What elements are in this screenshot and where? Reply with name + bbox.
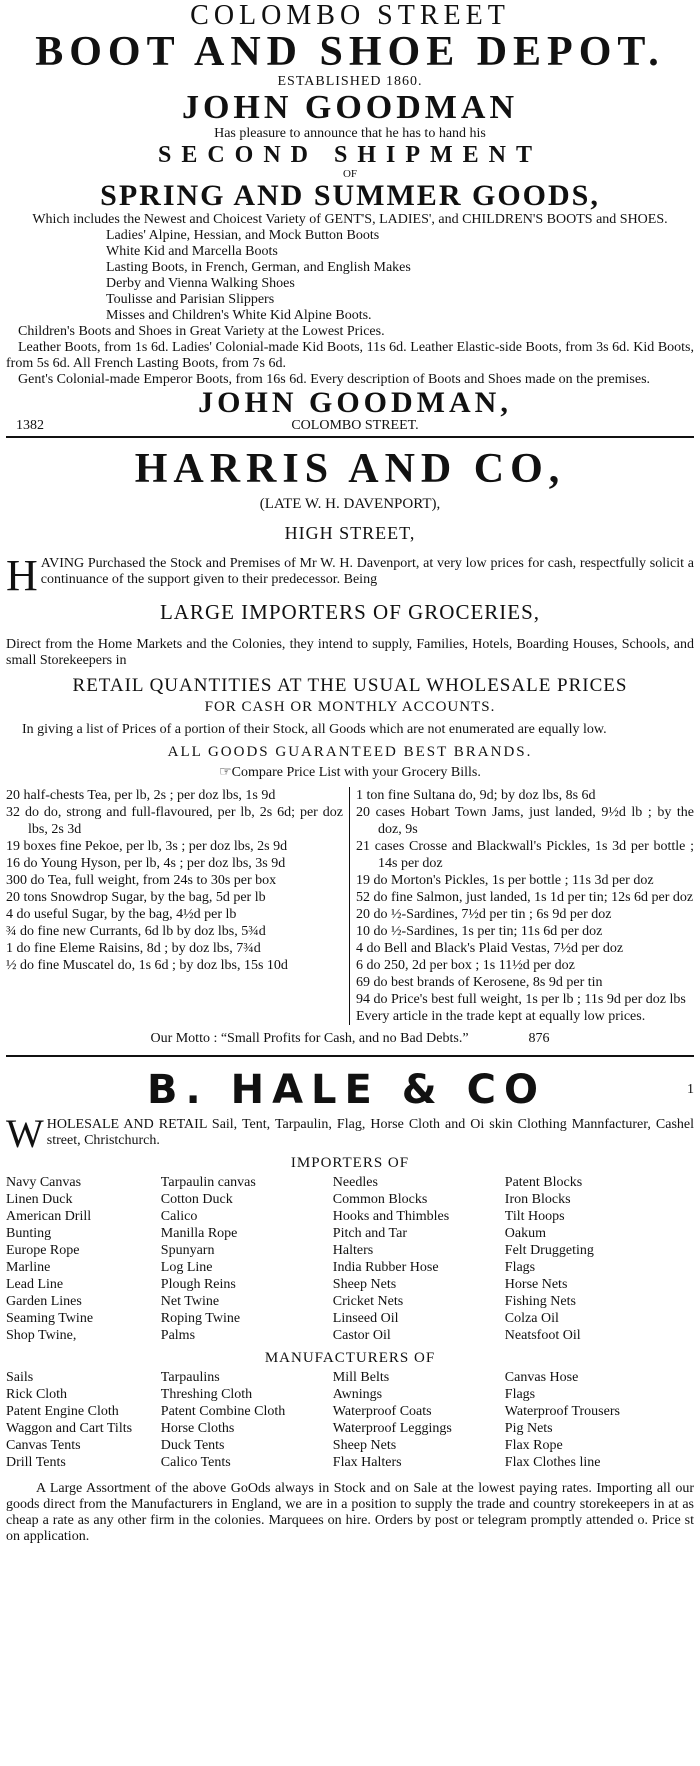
hale-list-item: Waterproof Coats [332, 1404, 432, 1419]
price-item: Every article in the trade kept at equally low prices. [356, 1009, 646, 1024]
harris-motto-line [6, 1031, 694, 1047]
hale-list-item: Canvas Hose [504, 1370, 579, 1385]
harris-compare: ☞Compare Price List with your Grocery Bills. [219, 765, 481, 780]
hale-list-item: Needles [332, 1175, 378, 1190]
hale-list-item: Calico Tents [160, 1455, 231, 1470]
goodman-goods-list [6, 228, 694, 324]
hale-list-item: Iron Blocks [504, 1192, 571, 1207]
price-item: 20 do ½-Sardines, 7½d per tin ; 6s 9d per doz [356, 907, 612, 922]
hale-list-item: Lead Line [6, 1277, 64, 1292]
goods-item: Misses and Children's White Kid Alpine Boots. [106, 308, 372, 323]
goodman-signature-street: COLOMBO STREET. [291, 418, 419, 433]
hale-list-item: Waterproof Leggings [332, 1421, 452, 1436]
hale-list-item: Cotton Duck [160, 1192, 233, 1207]
hale-list-item: Manilla Rope [160, 1226, 238, 1241]
goods-item: Toulisse and Parisian Slippers [106, 292, 275, 307]
hale-list-item: Patent Blocks [504, 1175, 583, 1190]
hale-list-item: Europe Rope [6, 1243, 80, 1258]
hale-list-item: Tarpaulins [160, 1370, 220, 1385]
harris-direct: Direct from the Home Markets and the Colonies, they intend to supply, Families, Hotels, Boarding Houses, Schools, and small Storekeepers in [6, 637, 694, 668]
price-item: 52 do fine Salmon, just landed, 1s 1d per tin; 12s 6d per doz [356, 890, 694, 905]
goodman-includes: Which includes the Newest and Choicest Variety of GENT'S, LADIES', and CHILDREN'S BOOTS and SHOES. [32, 212, 668, 227]
harris-street: HIGH STREET, [284, 523, 416, 543]
hale-intro [6, 1111, 694, 1156]
harris-guaranteed: ALL GOODS GUARANTEED BEST BRANDS. [167, 744, 533, 760]
hale-list-item: Flags [504, 1387, 536, 1402]
goods-item: Ladies' Alpine, Hessian, and Mock Button Boots [106, 228, 380, 243]
harris-intro-text: AVING Purchased the Stock and Premises of Mr W. H. Davenport, at very low prices for cash, respectfully solicit a continuance of the support given to their predecessor. Being [40, 556, 694, 587]
hale-list-item: Roping Twine [160, 1311, 241, 1326]
hale-list-item: Tilt Hoops [504, 1209, 565, 1224]
divider [6, 436, 694, 438]
hale-list-item: Tarpaulin canvas [160, 1175, 256, 1190]
price-item: 4 do Bell and Black's Plaid Vestas, 7½d per doz [356, 941, 624, 956]
harris-importers: LARGE IMPORTERS OF GROCERIES, [159, 600, 541, 624]
harris-cash: FOR CASH OR MONTHLY ACCOUNTS. [204, 699, 496, 715]
price-item: 32 do do, strong and full-flavoured, per lb, 2s 6d; per doz lbs, 2s 3d [6, 805, 343, 837]
hale-manufacturers-heading: MANUFACTURERS OF [264, 1350, 436, 1366]
hale-side-mark: 1 [687, 1082, 694, 1097]
price-item: ½ do fine Muscatel do, 1s 6d ; by doz lbs, 15s 10d [6, 958, 288, 973]
hale-list-item: Cricket Nets [332, 1294, 404, 1309]
hale-list-item: Horse Nets [504, 1277, 568, 1292]
hale-list-item: Fishing Nets [504, 1294, 576, 1309]
goodman-spring-heading: SPRING AND SUMMER GOODS, [100, 179, 600, 212]
hale-list-item: Linen Duck [6, 1192, 73, 1207]
hale-list-item: Duck Tents [160, 1438, 225, 1453]
price-item: ¾ do fine new Currants, 6d lb by doz lbs, 5¾d [6, 924, 266, 939]
hale-list-item: Sheep Nets [332, 1277, 397, 1292]
harris-ad-number: 876 [528, 1031, 550, 1046]
hale-list-item: Pig Nets [504, 1421, 553, 1436]
hale-list-item: Palms [160, 1328, 196, 1343]
hale-manufacturers-grid [6, 1369, 694, 1471]
harris-price-column-right [350, 787, 694, 1025]
harris-intro [6, 551, 694, 600]
hale-list-item: Shop Twine, [6, 1328, 77, 1343]
goodman-signature-block [136, 388, 574, 434]
hale-list-item: Log Line [160, 1260, 213, 1275]
harris-giving: In giving a list of Prices of a portion of their Stock, all Goods which are not enumerated are equally low. [22, 722, 607, 737]
price-item: 20 cases Hobart Town Jams, just landed, 9½d lb ; by the doz, 9s [356, 805, 694, 837]
goodman-shipment: SECOND SHIPMENT [157, 142, 543, 168]
goodman-name: JOHN GOODMAN [181, 89, 519, 126]
goodman-advertisement [6, 2, 694, 434]
hale-list-item: Horse Cloths [160, 1421, 235, 1436]
hale-list-item: Common Blocks [332, 1192, 428, 1207]
hale-list-item: Spunyarn [160, 1243, 215, 1258]
hale-importers-grid [6, 1174, 694, 1344]
harris-dropcap: H [6, 551, 38, 600]
hale-list-item: Sails [6, 1370, 34, 1385]
goodman-announce: Has pleasure to announce that he has to hand his [214, 126, 486, 141]
hale-list-item: Garden Lines [6, 1294, 82, 1309]
goods-item: Derby and Vienna Walking Shoes [106, 276, 295, 291]
goodman-children: Children's Boots and Shoes in Great Variety at the Lowest Prices. [18, 324, 385, 339]
hale-list-item: Waterproof Trousers [504, 1404, 620, 1419]
goods-item: White Kid and Marcella Boots [106, 244, 278, 259]
goodman-street-heading: COLOMBO STREET [190, 0, 510, 31]
newspaper-advertisements-page [0, 2, 700, 1766]
price-item: 1 ton fine Sultana do, 9d; by doz lbs, 8s 6d [356, 788, 596, 803]
hale-list-item: Marline [6, 1260, 51, 1275]
price-item: 300 do Tea, full weight, from 24s to 30s per box [6, 873, 277, 888]
hale-list-item: Waggon and Cart Tilts [6, 1421, 133, 1436]
hale-list-item: Patent Engine Cloth [6, 1404, 119, 1419]
hale-list-item: Threshing Cloth [160, 1387, 253, 1402]
hale-list-item: Seaming Twine [6, 1311, 94, 1326]
harris-retail: RETAIL QUANTITIES AT THE USUAL WHOLESALE PRICES [72, 675, 628, 696]
hale-list-item: Drill Tents [6, 1455, 66, 1470]
hale-list-item: Halters [332, 1243, 374, 1258]
price-item: 69 do best brands of Kerosene, 8s 9d per tin [356, 975, 603, 990]
goodman-prices-2: Gent's Colonial-made Emperor Boots, from 16s 6d. Every description of Boots and Shoes made on the premises. [18, 372, 651, 387]
hale-list-item: Flags [504, 1260, 536, 1275]
hale-name: B. HALE & CO [147, 1067, 546, 1113]
harris-price-list [6, 787, 694, 1025]
price-item: 20 tons Snowdrop Sugar, by the bag, 5d per lb [6, 890, 266, 905]
goodman-ad-number: 1382 [16, 418, 44, 433]
hale-closing: A Large Assortment of the above GoOds always in Stock and on Sale at the lowest paying rates. Importing all our goods direct from the Manufacturers in England, we are in a position to supply the trade and country storekeepers in at as cheap a rate as any other firm in the colonies. Marquees on hire. Orders by post or telegram promptly attended o. Price st on application. [6, 1481, 694, 1544]
hale-list-item: Awnings [332, 1387, 383, 1402]
hale-list-item: Canvas Tents [6, 1438, 81, 1453]
harris-name: HARRIS AND CO, [134, 446, 566, 492]
price-item: 19 do Morton's Pickles, 1s per bottle ; 11s 3d per doz [356, 873, 654, 888]
goods-item: Lasting Boots, in French, German, and English Makes [106, 260, 411, 275]
hale-list-item: Mill Belts [332, 1370, 390, 1385]
hale-list-item: American Drill [6, 1209, 92, 1224]
hale-list-item: Flax Rope [504, 1438, 563, 1453]
hale-list-item: Felt Druggeting [504, 1243, 594, 1258]
goodman-depot-heading: BOOT AND SHOE DEPOT. [35, 29, 665, 75]
harris-late: (LATE W. H. DAVENPORT), [259, 496, 441, 512]
hale-list-item: Calico [160, 1209, 198, 1224]
hale-list-item: Castor Oil [332, 1328, 391, 1343]
hale-list-item: Rick Cloth [6, 1387, 68, 1402]
hale-heading-row [6, 1067, 694, 1113]
divider [6, 1055, 694, 1057]
hale-intro-text: HOLESALE AND RETAIL Sail, Tent, Tarpaulin, Flag, Horse Cloth and Oi skin Clothing Mannfacturer, Cashel street, Christchurch. [46, 1117, 694, 1148]
price-item: 94 do Price's best full weight, 1s per lb ; 11s 9d per doz lbs [356, 992, 686, 1007]
hale-list-item: Neatsfoot Oil [504, 1328, 581, 1343]
goodman-established: ESTABLISHED 1860. [277, 74, 423, 89]
hale-advertisement [6, 1067, 694, 1545]
hale-list-item: Colza Oil [504, 1311, 559, 1326]
hale-list-item: Patent Combine Cloth [160, 1404, 286, 1419]
hale-list-item: Bunting [6, 1226, 52, 1241]
goodman-signature [6, 388, 694, 434]
hale-list-item: Pitch and Tar [332, 1226, 407, 1241]
price-item: 6 do 250, 2d per box ; 1s 11½d per doz [356, 958, 575, 973]
harris-advertisement [6, 446, 694, 1047]
price-item: 4 do useful Sugar, by the bag, 4½d per lb [6, 907, 237, 922]
hale-list-item: Navy Canvas [6, 1175, 82, 1190]
price-item: 1 do fine Eleme Raisins, 8d ; by doz lbs, 7¾d [6, 941, 261, 956]
goodman-signature-name: JOHN GOODMAN, [198, 386, 512, 419]
price-item: 19 boxes fine Pekoe, per lb, 3s ; per doz lbs, 2s 9d [6, 839, 288, 854]
harris-price-column-left [6, 787, 350, 1025]
goodman-of: OF [342, 168, 358, 180]
price-item: 16 do Young Hyson, per lb, 4s ; per doz lbs, 3s 9d [6, 856, 286, 871]
hale-list-item: Plough Reins [160, 1277, 236, 1292]
hale-importers-heading: IMPORTERS OF [290, 1155, 410, 1171]
price-item: 20 half-chests Tea, per lb, 2s ; per doz lbs, 1s 9d [6, 788, 276, 803]
hale-list-item: Oakum [504, 1226, 547, 1241]
hale-list-item: Hooks and Thimbles [332, 1209, 450, 1224]
hale-list-item: Sheep Nets [332, 1438, 397, 1453]
price-item: 10 do ½-Sardines, 1s per tin; 11s 6d per doz [356, 924, 603, 939]
hale-dropcap: W [6, 1111, 44, 1156]
harris-motto: Our Motto : “Small Profits for Cash, and no Bad Debts.” [150, 1031, 469, 1046]
hale-list-item: Flax Halters [332, 1455, 402, 1470]
hale-list-item: Flax Clothes line [504, 1455, 601, 1470]
price-item: 21 cases Crosse and Blackwall's Pickles, 1s 3d per bottle ; 14s per doz [356, 839, 694, 871]
hale-list-item: Linseed Oil [332, 1311, 399, 1326]
hale-list-item: India Rubber Hose [332, 1260, 439, 1275]
goodman-prices-1: Leather Boots, from 1s 6d. Ladies' Colonial-made Kid Boots, 11s 6d. Leather Elastic-side Boots, from 3s 6d. Kid Boots, from 5s 6d. All French Lasting Boots, from 7s 6d. [6, 340, 694, 371]
hale-list-item: Net Twine [160, 1294, 220, 1309]
